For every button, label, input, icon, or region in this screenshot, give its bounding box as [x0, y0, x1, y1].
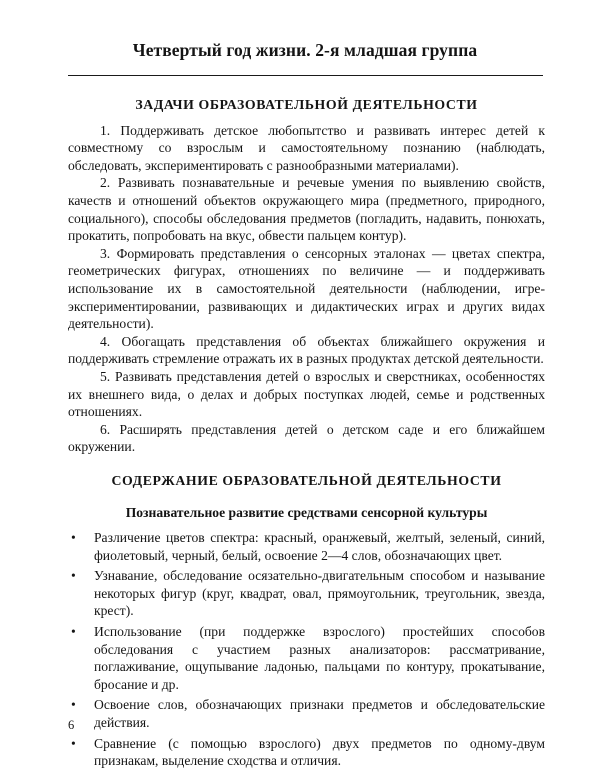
task-paragraph: 1. Поддерживать детское любопытство и развивать интерес детей к совместному со взрослым и самостоятельному познанию (наблюдать, обследовать, экспериментировать с разнообразными материалами).	[68, 122, 545, 173]
list-item	[68, 696, 545, 731]
task-paragraph: 6. Расширять представления детей о детском саде и его ближайшем окружении.	[68, 421, 545, 455]
running-head: Четвертый год жизни. 2-я младшая группа	[132, 40, 478, 60]
task-paragraph: 2. Развивать познавательные и речевые умения по выявлению свойств, качеств и отношений объектов окружающего мира (предметного, природного, социального), способы обследования предметов (погладить, надавить, понюхать, прокатить, попробовать на вкус, обвести пальцем контур).	[68, 175, 545, 244]
list-item-text: Сравнение (с помощью взрослого) двух предметов по одному-двум признакам, выделение сходства и отличия.	[94, 735, 545, 769]
task-paragraph: 5. Развивать представления детей о взрослых и сверстниках, особенностях их внешнего вида, о делах и добрых поступках людей, семье и родственных отношениях.	[68, 368, 545, 420]
header-rule	[68, 75, 543, 76]
page-number: 6	[68, 718, 75, 732]
bullet-list	[68, 529, 545, 770]
bullet-icon: •	[71, 568, 76, 584]
list-item-text: Использование (при поддержке взрослого) простейших способов обследования с участием разных анализаторов: рассматривание, поглаживание, ощупывание ладонью, пальцами по контуру, прокатывание, бросание и др.	[94, 624, 545, 692]
subsection-title: Познавательное развитие средствами сенсорной культуры	[125, 505, 488, 521]
list-item	[68, 567, 545, 620]
list-item	[68, 529, 545, 564]
bullet-icon: •	[71, 735, 76, 751]
task-paragraph: 3. Формировать представления о сенсорных эталонах — цветах спектра, геометрических фигурах, отношениях по величине — и поддерживать использование их в самостоятельной деятельности (наблюдении, игре-экспериментировании, развивающих и дидактических играх и других видах деятельности).	[68, 245, 545, 332]
list-item	[68, 623, 545, 693]
section-title-tasks: ЗАДАЧИ ОБРАЗОВАТЕЛЬНОЙ ДЕЯТЕЛЬНОСТИ	[135, 97, 478, 112]
task-paragraph: 4. Обогащать представления об объектах ближайшего окружения и поддерживать стремление отражать их в разных продуктах детской деятельности.	[68, 333, 545, 367]
list-item-text: Освоение слов, обозначающих признаки предметов и обследовательские действия.	[94, 697, 545, 730]
list-item-text: Узнавание, обследование осязательно-двигательным способом и называние некоторых фигур (круг, квадрат, овал, прямоугольник, треугольник, звезда, крест).	[94, 568, 545, 619]
bullet-icon: •	[71, 624, 76, 640]
bullet-icon: •	[71, 530, 76, 546]
bullet-icon: •	[71, 697, 76, 713]
list-item-text: Различение цветов спектра: красный, оранжевый, желтый, зеленый, синий, фиолетовый, черный, белый, освоение 2—4 слов, обозначающих цвет.	[94, 530, 545, 563]
page-content	[68, 96, 545, 773]
section-title-content: СОДЕРЖАНИЕ ОБРАЗОВАТЕЛЬНОЙ ДЕЯТЕЛЬНОСТИ	[111, 472, 502, 488]
list-item	[68, 735, 545, 770]
